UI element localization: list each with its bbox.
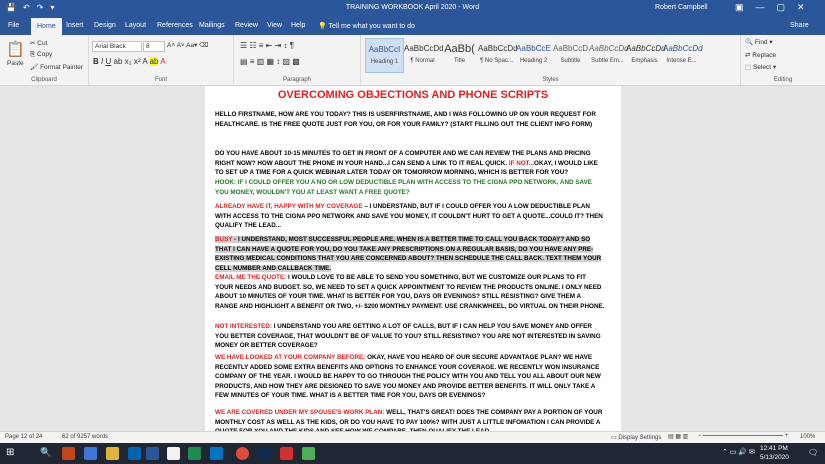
tab-help[interactable]: Help	[291, 22, 306, 29]
undo-icon[interactable]: ↶	[22, 3, 30, 12]
style-subtitle[interactable]	[552, 38, 589, 71]
happy-text: – I UNDERSTAND, BUT IF I COULD OFFER YOU A LOW DEDUCTIBLE PLAN WITH ACCESS TO THE CIGNA PPO NETWORK AND SAVE YOU MONEY, IT COULDN'T HURT TO GET A QUOTE...COULD IT? THEN QUALIFY THE LEAD...	[215, 203, 603, 230]
select-button[interactable]: ⬚ Select ▾	[745, 64, 777, 71]
ribbon-tabs	[0, 18, 825, 35]
style-preview: AaBbCcE	[516, 44, 551, 53]
style-intense-emphasis[interactable]	[663, 38, 703, 71]
redo-icon[interactable]: ↷	[36, 3, 44, 12]
tab-review[interactable]: Review	[235, 22, 258, 29]
style-preview: AaBbCcDd	[478, 44, 518, 53]
email-label: EMAIL ME THE QUOTE:	[215, 274, 287, 281]
tab-home[interactable]: Home	[31, 18, 62, 35]
style-name: ¶ Normal	[410, 58, 435, 64]
taskbar	[0, 443, 825, 464]
email-paragraph	[215, 273, 605, 311]
font-label: Font	[154, 77, 167, 83]
style-name: Heading 2	[519, 58, 548, 64]
font-name-box[interactable]: Arial Black	[92, 41, 142, 52]
clock-time[interactable]: 12:41 PM	[760, 445, 788, 452]
page-title: OVERCOMING OBJECTIONS AND PHONE SCRIPTS	[277, 89, 549, 101]
looked-before-paragraph	[215, 353, 605, 401]
cut-button[interactable]: ✂ Cut	[30, 40, 48, 47]
title-bar	[0, 0, 825, 18]
tell-me-search[interactable]: 💡 Tell me what you want to do	[318, 23, 415, 30]
media-icon[interactable]	[258, 447, 271, 460]
close-icon[interactable]: ✕	[797, 2, 805, 12]
ribbon	[0, 35, 825, 86]
style-preview: AaBbCcD	[552, 44, 589, 53]
notes-icon[interactable]	[302, 447, 315, 460]
tab-view[interactable]: View	[267, 22, 283, 29]
zoom-level[interactable]: 100%	[800, 434, 816, 440]
replace-label: Replace	[752, 52, 777, 59]
style-name: ¶ No Spac...	[480, 58, 513, 64]
happy-paragraph	[215, 202, 605, 231]
store-icon[interactable]	[128, 447, 141, 460]
style-emphasis[interactable]	[626, 38, 666, 71]
style-name: Intense E...	[666, 58, 697, 64]
paragraph-group	[234, 35, 361, 85]
style-no-spacing[interactable]	[478, 38, 518, 71]
style-heading-1[interactable]	[365, 38, 404, 73]
display-settings[interactable]: ▭ Display Settings	[611, 435, 662, 441]
styles-gallery	[365, 38, 703, 73]
cut-label: Cut	[37, 40, 48, 47]
document-title: TRAINING WORKBOOK April 2020 - Word	[345, 4, 480, 11]
display-settings-label: Display Settings	[618, 435, 662, 441]
not-interested-paragraph	[215, 322, 605, 351]
user-account[interactable]: Robert Campbell	[655, 4, 708, 11]
appointment-paragraph	[215, 149, 605, 178]
align-buttons[interactable]: ▤ ≡ ▥ ▦ ↕ ▨ ▩	[240, 57, 300, 66]
document-icon[interactable]	[167, 447, 180, 460]
replace-button[interactable]: ⇄ Replace	[745, 52, 777, 59]
looked-before-text: OKAY, HAVE YOU HEARD OF OUR SECURE ADVANTAGE PLAN? WE HAVE RECENTLY ADDED SOME EXTRA BENEFITS AND OPTIONS TO ENHANCE YOUR COVERAGE. WE RECENTLY WON INSURANCE COMPANY OF THE YEAR. I WOULD BE HAPPY TO GO THROUGH THE POLICY WITH YOU AND TELL YOU ALL ABOUT OUR NEW PRODUCTS, AND HOW THEY ARE DESIGNED TO SAVE YOU MONEY AND PROVIDE BETTER BENEFITS. IT WILL ONLY TAKE A FEW MINUTES OF YOUR TIME. WHAT IS A BETTER TIME FOR YOU, DAYS OR EVENINGS?	[215, 354, 601, 400]
customize-qat-icon[interactable]: ▾	[50, 3, 55, 12]
task-view-icon[interactable]	[84, 447, 97, 460]
tab-insert[interactable]: Insert	[66, 22, 84, 29]
window-controls	[735, 2, 805, 13]
outlook-icon[interactable]	[210, 447, 223, 460]
not-interested-text: I UNDERSTAND YOU ARE GETTING A LOT OF CALLS, BUT IF I CAN HELP YOU SAVE MONEY AND OFFER YOU BETTER COVERAGE, THAT WOULDN'T BE OF VALUE TO YOU? STILL RESISTING? YOU ARE NOT INTERESTED IN SAVING MONEY OR BETTER COVERAGE?	[215, 323, 601, 350]
select-label: Select	[752, 64, 772, 71]
format-painter-label: Format Painter	[40, 64, 84, 71]
list-buttons[interactable]: ☰ ☷ ≡ ⇤ ⇥ ↕ ¶	[240, 41, 295, 50]
find-label: Find	[754, 39, 768, 46]
notifications-icon[interactable]: 🗨	[808, 448, 819, 457]
font-size-box[interactable]: 8	[143, 41, 165, 52]
copy-button[interactable]: ⎘ Copy	[30, 51, 53, 58]
tab-layout[interactable]: Layout	[125, 22, 147, 29]
word-count[interactable]: 62 of 9257 words	[62, 434, 109, 440]
intro-paragraph: HELLO FIRSTNAME, HOW ARE YOU TODAY? THIS IS USERFIRSTNAME, AND I WAS FOLLOWING UP ON YOUR REQUEST FOR HEALTHCARE. IS THE FREE QUOTE JUST FOR YOU, OR FOR YOUR FAMILY? (START FILLING OUT THE CLIENT INFO FORM)	[215, 111, 596, 128]
zoom-slider[interactable]: − +	[698, 433, 789, 439]
spouse-plan-label: WE ARE COVERED UNDER MY SPOUSE'S WORK PLAN:	[215, 409, 385, 416]
search-icon[interactable]: 🔍	[40, 447, 52, 457]
style-preview: AaBbCcDd	[663, 44, 703, 53]
style-name: Subtitle	[560, 58, 581, 64]
style-subtle-emphasis[interactable]	[589, 38, 629, 71]
email-text: I WOULD LOVE TO BE ABLE TO SEND YOU SOMETHING, BUT WE CUSTOMIZE OUR PLANS TO FIT YOUR NEEDS AND BUDGET. SO, WE NEED TO SET A QUICK APPOINTMENT TO REVIEW THE PRODUCTS ONLINE. I ONLY NEED ABOUT 10 MINUTES OF YOUR TIME. WHAT IS BETTER FOR YOU, DAYS OR EVENINGS? STILL RESISTING? GIVE THEM A RANGE AND HIGHLIGHT A BENEFIT OR TWO, +/- $200 MONTHLY PAYMENT. USE CRANKWHEEL, DO VIRTUAL ON THEIR PHONE.	[215, 274, 605, 310]
save-icon[interactable]: 💾	[6, 3, 16, 12]
tray-icons[interactable]: ⌃ ▭ 🔊 ✉	[722, 449, 755, 456]
minimize-icon[interactable]: —	[755, 2, 765, 12]
appointment-text: DO YOU HAVE ABOUT 10-15 MINUTES TO GET IN FRONT OF A COMPUTER AND WE CAN REVIEW THE PLANS AND PRICING RIGHT NOW? HOW ABOUT THE PHONE IN YOUR HAND...I CAN SEND A LINK TO IT REAL QUICK.	[215, 150, 591, 167]
format-painter-button[interactable]: 🖌 Format Painter	[30, 64, 84, 71]
app-icon[interactable]	[62, 447, 75, 460]
font-size-buttons[interactable]: A˄ A˅ Aa▾ ⌫	[167, 42, 209, 49]
page-count[interactable]: Page 12 of 24	[5, 434, 43, 440]
hook-paragraph: HOOK: IF I COULD OFFER YOU A NO OR LOW DEDUCTIBLE PLAN WITH ACCESS TO THE CIGNA PPO NETWORK, AND SAVE YOU MONEY, WOULDN'T YOU AT LEAST WANT A FREE QUOTE?	[215, 179, 592, 196]
happy-label: ALREADY HAVE IT, HAPPY WITH MY COVERAGE	[215, 203, 363, 210]
excel-icon[interactable]	[188, 447, 201, 460]
document-area	[0, 86, 825, 431]
tab-mailings[interactable]: Mailings	[199, 22, 225, 29]
paste-icon[interactable]: 📋	[6, 41, 25, 58]
style-name: Title	[453, 58, 466, 64]
tell-me-text: Tell me what you want to do	[328, 23, 415, 30]
clock-date[interactable]: 5/13/2020	[760, 454, 789, 461]
find-button[interactable]: 🔍 Find ▾	[745, 39, 773, 46]
clipboard-label: Clipboard	[31, 77, 57, 83]
style-normal[interactable]	[404, 38, 444, 71]
busy-label: BUSY	[215, 236, 233, 243]
style-heading-2[interactable]	[515, 38, 552, 71]
tab-references[interactable]: References	[157, 22, 193, 29]
style-preview: AaBb(	[444, 43, 475, 55]
paragraph-label: Paragraph	[282, 77, 312, 83]
chrome-icon[interactable]	[236, 447, 249, 460]
spouse-plan-text: WELL, THAT'S GREAT! DOES THE COMPANY PAY A PORTION OF YOUR MONTHLY COST AS WELL AS THE KIDS, OR DO YOU HAVE TO PAY 100%? WITH JUST A LITTLE INFOMATION I CAN PROVIDE A	[215, 409, 603, 426]
busy-text: - I UNDERSTAND, MOST SUCCESSFUL PEOPLE ARE. WHEN IS A BETTER TIME TO CALL YOU BACK TODAY? AND SO THAT I CAN HAVE A QUOTE FOR YOU, DO YOU TAKE ANY PRESCRIPTIONS ON A REGULAR BASIS, DO YOU HAVE ANY PRE-EXISTING MEDICAL CONDITIONS THAT YOU ARE CONCERNED ABOUT? THEN SCHEDULE THE CALL BACK. TEXT THEM YOUR CELL NUMBER AND CALLBACK TIME.	[215, 236, 602, 272]
style-title[interactable]	[441, 38, 478, 71]
tab-design[interactable]: Design	[94, 22, 116, 29]
word-icon[interactable]	[146, 447, 159, 460]
paste-button[interactable]: Paste	[7, 60, 24, 67]
busy-paragraph	[215, 235, 605, 273]
share-button[interactable]: Share	[790, 22, 809, 29]
start-icon[interactable]: ⊞	[6, 447, 15, 458]
style-name: Emphasis	[631, 58, 658, 64]
maximize-icon[interactable]: ▢	[776, 2, 786, 12]
style-name: Heading 1	[370, 59, 399, 65]
style-preview: AaBbCcI	[368, 45, 401, 54]
copy-label: Copy	[37, 51, 53, 58]
looked-before-label: WE HAVE LOOKED AT YOUR COMPANY BEFORE:	[215, 354, 366, 361]
ribbon-display-icon[interactable]: ▣	[735, 2, 744, 12]
not-interested-label: NOT INTERESTED:	[215, 323, 273, 330]
webinar-text: OKAY, I WOULD LIKE TO SET UP A TIME FOR A QUICK WEBINAR LATER TODAY OR TOMORROW MORNING, WHICH IS BETTER FOR YOU?	[215, 159, 598, 177]
style-preview: AaBbCcDd	[589, 44, 629, 53]
style-name: Subtle Em...	[591, 58, 624, 64]
font-group	[89, 35, 234, 85]
editing-label: Editing	[773, 77, 793, 83]
style-preview: AaBbCcDd	[404, 44, 444, 53]
if-not-text: IF NOT...	[508, 159, 535, 167]
tab-file[interactable]: File	[8, 22, 20, 29]
acrobat-icon[interactable]	[280, 447, 293, 460]
editing-group	[741, 35, 825, 85]
style-preview: AaBbCcDd	[626, 44, 666, 53]
clipboard-group	[0, 35, 89, 85]
file-explorer-icon[interactable]	[106, 447, 119, 460]
view-buttons[interactable]: ▤ ▦ ▥	[668, 434, 689, 440]
font-format-buttons[interactable]: B I U ab x₂ x² A ab A	[93, 57, 166, 66]
document-page[interactable]	[205, 86, 621, 431]
styles-label: Styles	[542, 77, 559, 83]
